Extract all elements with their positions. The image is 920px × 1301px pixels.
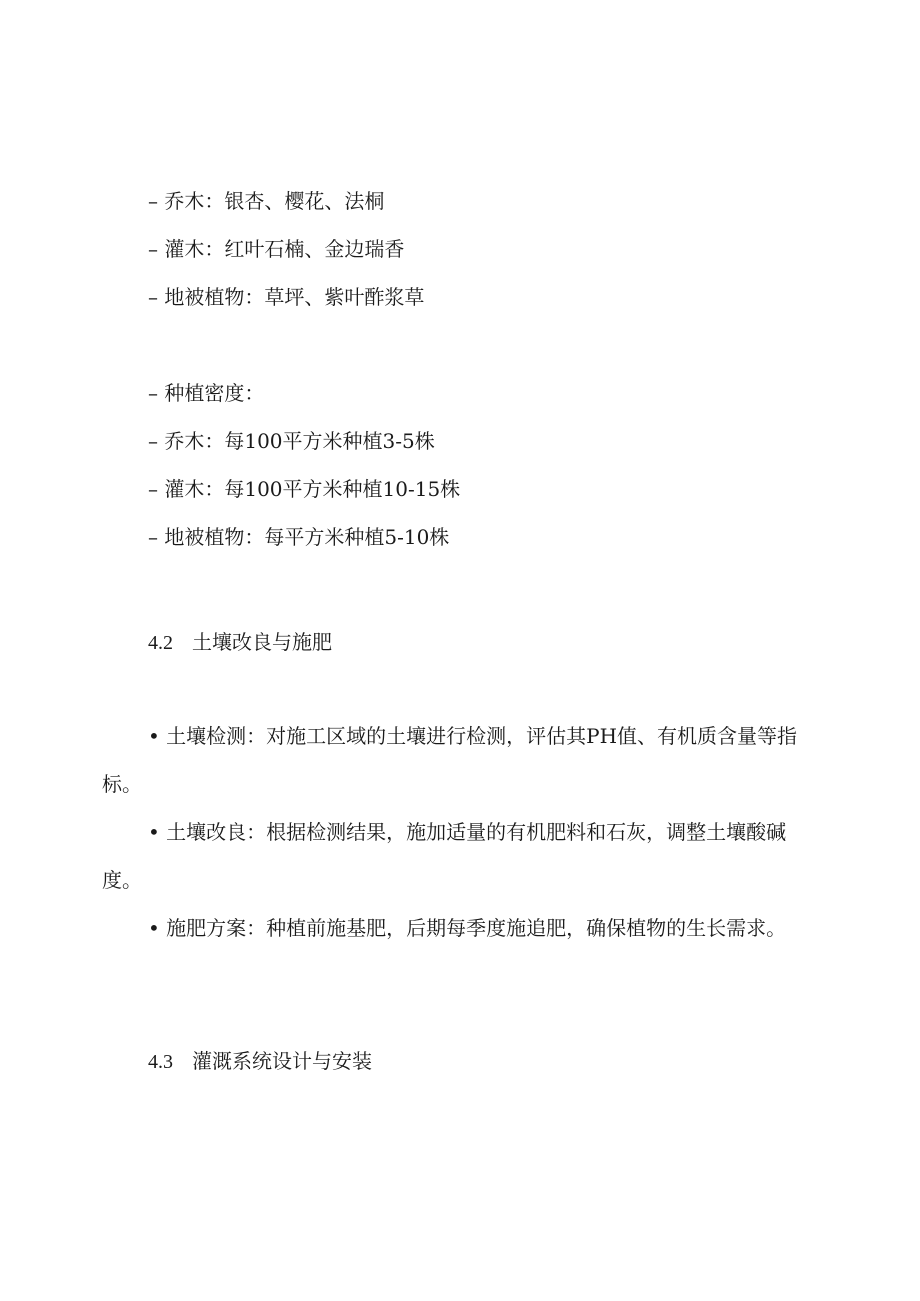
density-title: – 种植密度： xyxy=(148,381,265,405)
density-groundcover: – 地被植物：每平方米种植5-10株 xyxy=(148,525,450,549)
density-shrubs: – 灌木：每100平方米种植10-15株 xyxy=(148,477,461,501)
soil-testing-paragraph: • 土壤检测：对施工区域的土壤进行检测，评估其PH值、有机质含量等指标。 xyxy=(102,724,798,796)
fertilization-plan-paragraph: • 施肥方案：种植前施基肥，后期每季度施追肥，确保植物的生长需求。 xyxy=(148,916,787,940)
section-number: 4.3 xyxy=(148,1051,173,1073)
section-title: 土壤改良与施肥 xyxy=(192,630,332,654)
plant-species-groundcover: – 地被植物：草坪、紫叶酢浆草 xyxy=(148,285,425,309)
section-heading-4-2 xyxy=(148,629,332,656)
plant-species-shrubs: – 灌木：红叶石楠、金边瑞香 xyxy=(148,237,405,261)
plant-species-trees: – 乔木：银杏、樱花、法桐 xyxy=(148,189,385,213)
soil-improvement-paragraph: • 土壤改良：根据检测结果，施加适量的有机肥料和石灰，调整土壤酸碱度。 xyxy=(102,820,787,892)
section-title: 灌溉系统设计与安装 xyxy=(192,1049,372,1073)
section-number: 4.2 xyxy=(148,632,173,654)
density-trees: – 乔木：每100平方米种植3-5株 xyxy=(148,429,435,453)
section-heading-4-3 xyxy=(148,1048,372,1075)
